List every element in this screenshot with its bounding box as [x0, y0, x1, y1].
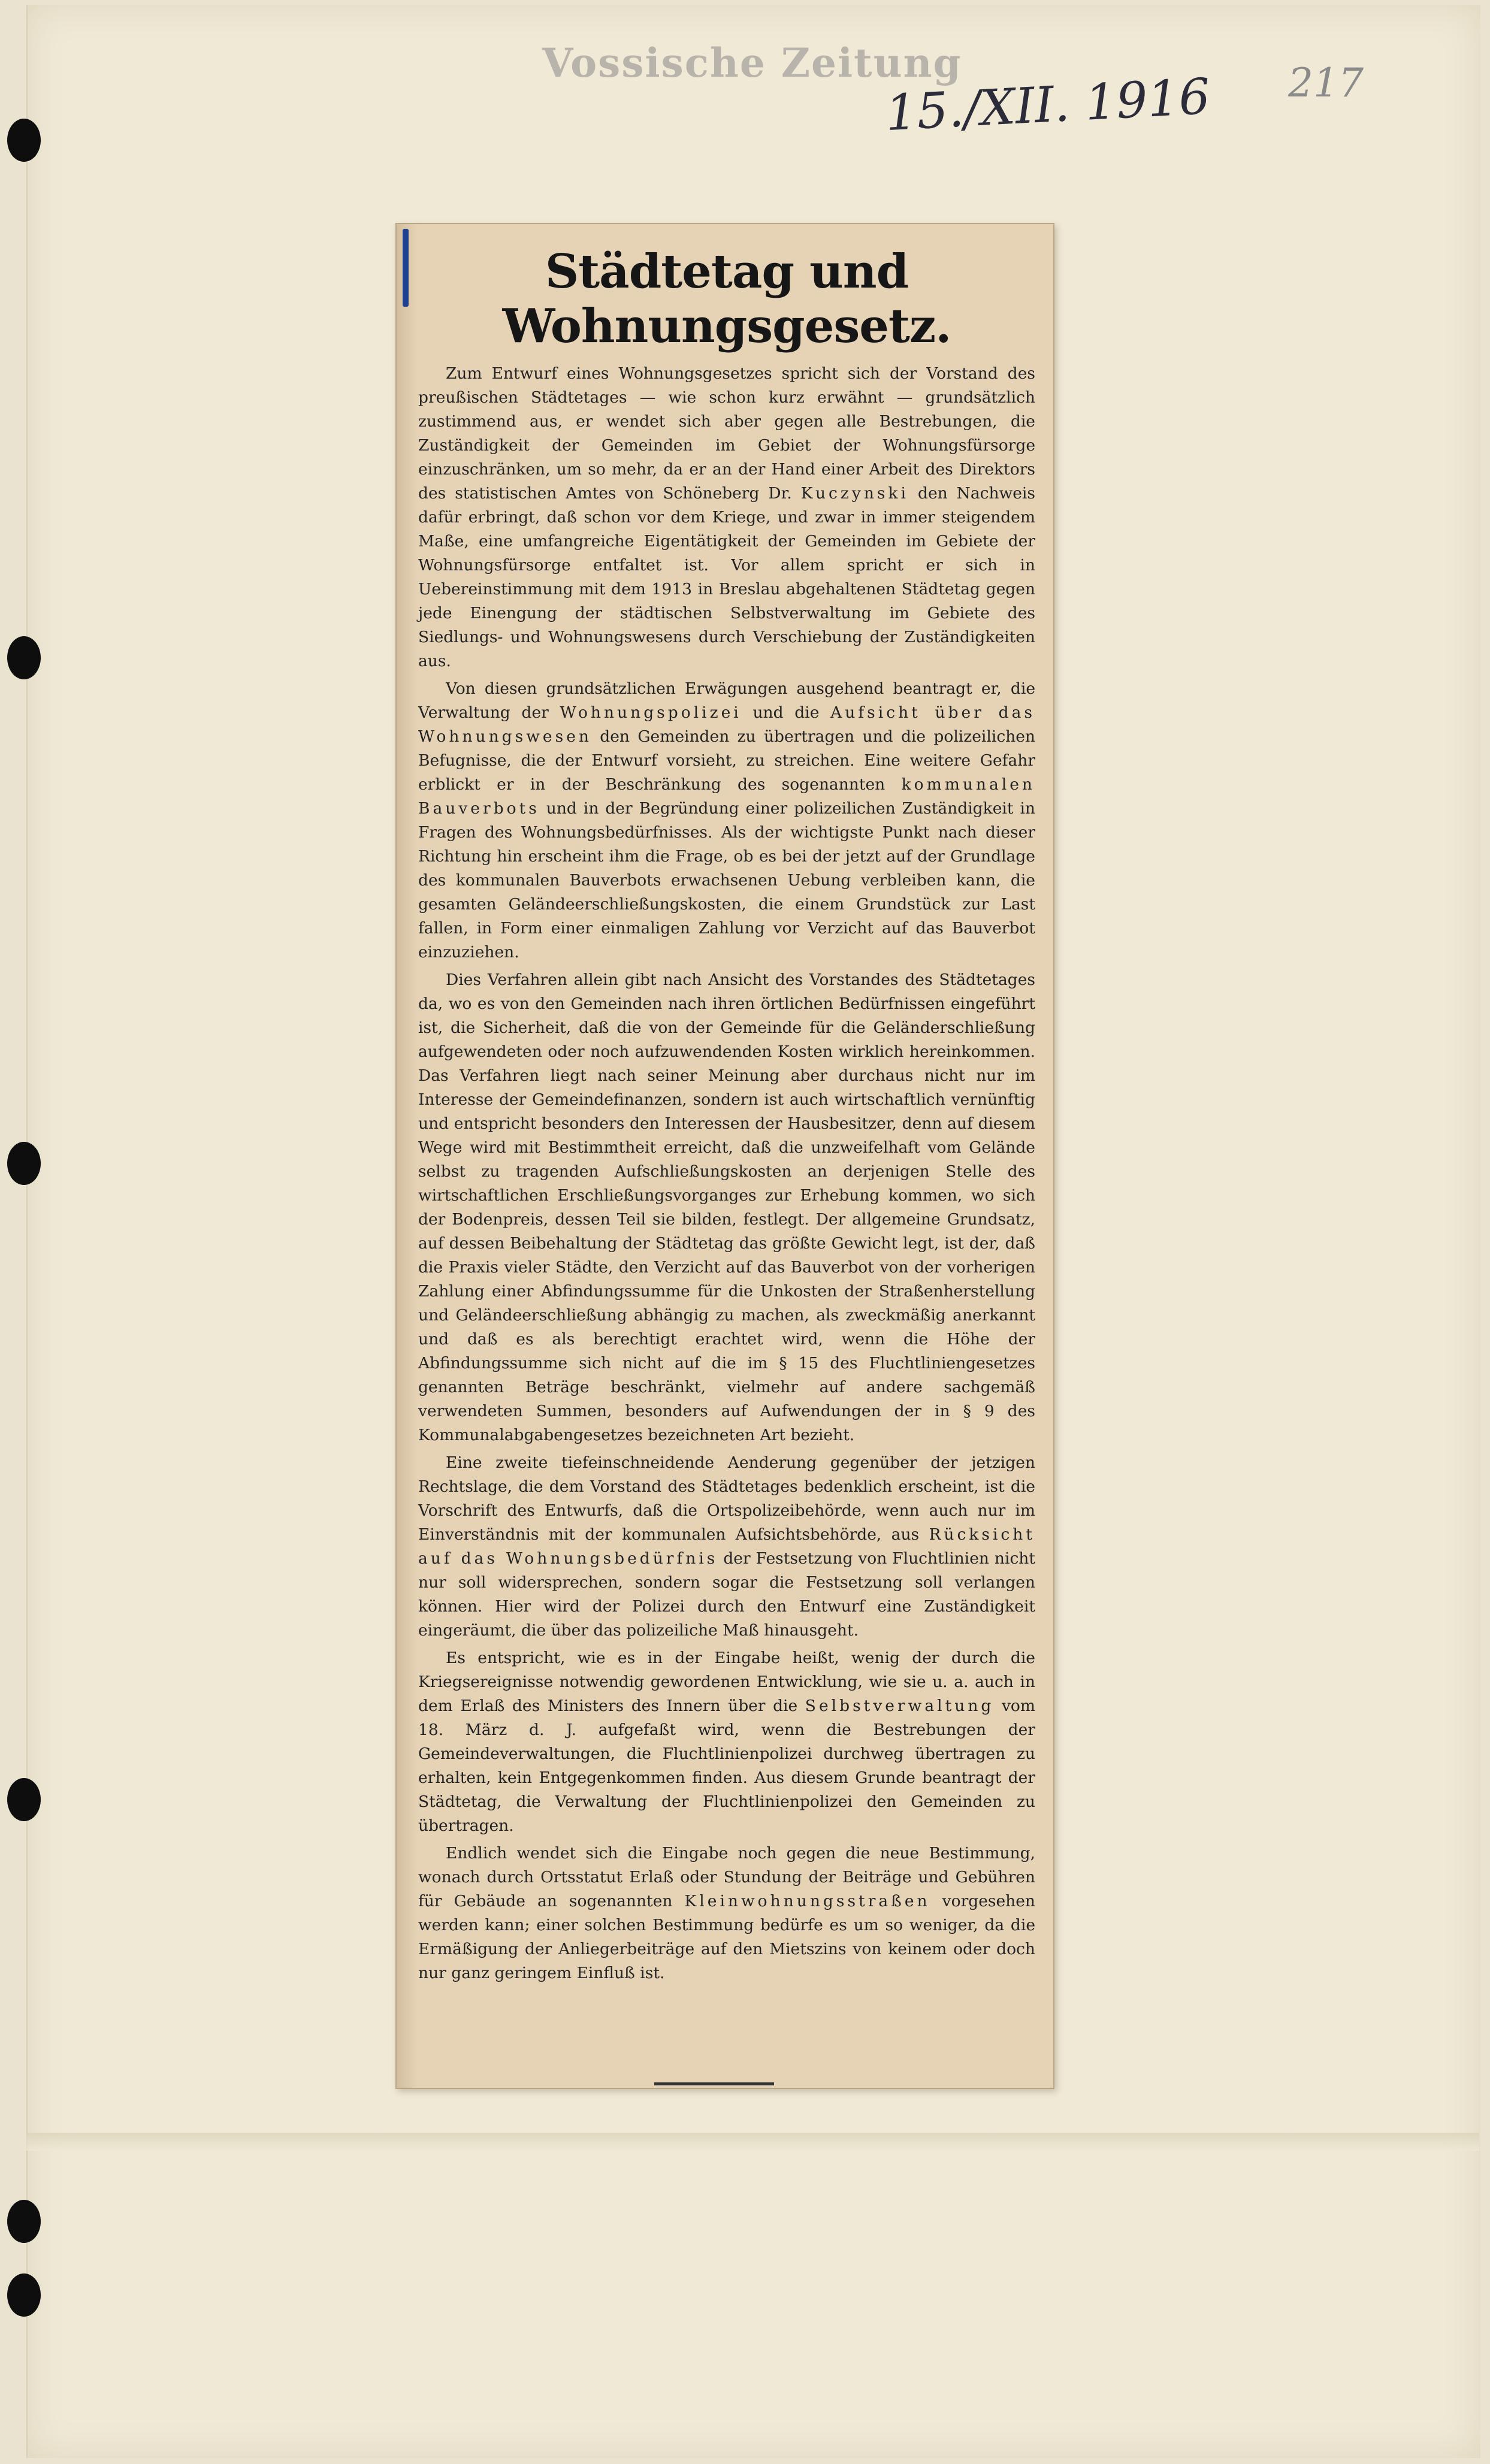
article-paragraph: [418, 362, 1035, 673]
paragraph-text: Zum Entwurf eines Wohnungsgesetzes spricht sich der Vorstand des preußischen Städtetages — wie schon kurz erwähnt — grundsätzlich zustimmend aus, er wendet sich aber gegen alle Bestrebungen, die Zuständigkeit der Gemeinden im Gebiet der Wohnungsfürsorge einzuschränken, um so mehr, da er an der Hand einer Arbeit des Direktors des statistischen Amtes von Schöneberg Dr.: [418, 364, 1035, 503]
punch-hole: [7, 1778, 41, 1821]
emphasized-text: kommunalen Bauverbots: [418, 775, 1035, 818]
newspaper-clipping: [395, 223, 1054, 2089]
paragraph-text: Es entspricht, wie es in der Eingabe heißt, wenig der durch die Kriegsereignisse notwendig gewordenen Entwicklung, wie sie u. a. auch in dem Erlaß des Ministers des Innern über die: [418, 1649, 1035, 1715]
emphasized-text: Aufsicht über das Wohnungswesen: [418, 703, 1035, 746]
paragraph-text: Endlich wendet sich die Eingabe noch gegen die neue Bestimmung, wonach durch Ortsstatut Erlaß oder Stundung der Beiträge und Gebühren für Gebäude an sogenannten: [418, 1844, 1035, 1910]
emphasized-text: Wohnungspolizei: [560, 703, 742, 722]
end-rule: [654, 2082, 774, 2085]
emphasized-text: Rücksicht auf das Wohnungsbedürfnis: [418, 1525, 1035, 1568]
punch-hole: [7, 119, 41, 162]
paragraph-text: vom 18. März d. J. aufgefaßt wird, wenn die Bestrebungen der Gemeindeverwaltungen, die Fluchtlinienpolizei durchweg übertragen zu erhalten, kein Entgegenkommen finden. Aus diesem Grunde beantragt der Städtetag, die Verwaltung der Fluchtlinienpolizei den Gemeinden zu übertragen.: [418, 1697, 1035, 1835]
emphasized-text: Kuczynski: [800, 484, 909, 503]
paragraph-text: Dies Verfahren allein gibt nach Ansicht des Vorstandes des Städtetages da, wo es von den Gemeinden nach ihren örtlichen Bedürfnissen eingeführt ist, die Sicherheit, daß die von der Gemeinde für die Geländerschließung aufgewendeten oder noch aufzuwendenden Kosten wirklich hereinkommen. Das Verfahren liegt nach seiner Meinung aber durchaus nicht nur im Interesse der Gemeindefinanzen, sondern ist auch wirtschaftlich vernünftig und entspricht besonders den Interessen der Hausbesitzer, denn auf diesem Wege wird mit Bestimmtheit erreicht, daß die unzweifelhaft vom Gelände selbst zu tragenden Aufschließungskosten an derjenigen Stelle des wirtschaftlichen Erschließungsvorganges zur Erhebung kommen, wo sich der Bodenpreis, dessen Teil sie bilden, festlegt. Der allgemeine Grundsatz, auf dessen Beibehaltung der Städtetag das größte Gewicht legt, ist der, daß die Praxis vieler Städte, den Verzicht auf das Bauverbot von der vorherigen Zahlung einer Abfindungssumme für die Unkosten der Straßenherstellung und Geländeerschließung abhängig zu machen, als zweckmäßig anerkannt und daß es als berechtigt erachtet wird, wenn die Höhe der Abfindungssumme sich nicht auf die im § 15 des Fluchtliniengesetzes genannten Beträge beschränkt, vielmehr auf andere sachgemäß verwendeten Summen, besonders auf Aufwendungen der in § 9 des Kommunalabgabengesetzes bezeichneten Art bezieht.: [418, 971, 1035, 1444]
paragraph-text: der Festsetzung von Fluchtlinien nicht nur soll widersprechen, sondern sogar die Festsetzung soll verlangen können. Hier wird der Polizei durch den Entwurf eine Zuständigkeit eingeräumt, die über das polizeiliche Maß hinausgeht.: [418, 1549, 1035, 1640]
punch-hole: [7, 636, 41, 679]
article-paragraph: [418, 1451, 1035, 1643]
article-body: [418, 362, 1035, 1985]
paper-fold: [26, 2133, 1479, 2151]
article-paragraph: [418, 968, 1035, 1447]
article-paragraph: [418, 1646, 1035, 1838]
emphasized-text: Selbstverwaltung: [805, 1697, 995, 1715]
paragraph-text: und in der Begründung einer polizeilichen Zuständigkeit in Fragen des Wohnungsbedürfnisses. Als der wichtigste Punkt nach dieser Richtung hin erscheint ihm die Frage, ob es bei der jetzt auf der Grundlage des kommunalen Bauverbots erwachsenen Uebung verbleiben kann, die gesamten Geländeerschließungskosten, die einem Grundstück zur Last fallen, in Form einer einmaligen Zahlung vor Verzicht auf das Bauverbot einzuziehen.: [418, 799, 1035, 962]
punch-hole: [7, 2200, 41, 2243]
paragraph-text: den Nachweis dafür erbringt, daß schon vor dem Kriege, und zwar in immer steigendem Maße, eine umfangreiche Eigentätigkeit der Gemeinden im Gebiete der Wohnungsfürsorge entfaltet ist. Vor allem spricht er sich in Uebereinstimmung mit dem 1913 in Breslau abgehaltenen Städtetag gegen jede Einengung der städtischen Selbstverwaltung im Gebiete des Siedlungs- und Wohnungswesens durch Verschiebung der Zuständigkeiten aus.: [418, 484, 1035, 670]
article-paragraph: [418, 1842, 1035, 1985]
punch-hole: [7, 2273, 41, 2317]
emphasized-text: Kleinwohnungsstraßen: [684, 1892, 930, 1910]
paragraph-text: den Gemeinden zu übertragen und die polizeilichen Befugnisse, die der Entwurf vorsieht, zu streichen. Eine weitere Gefahr erblickt er in der Beschränkung des sogenannten: [418, 727, 1035, 794]
blue-pencil-mark: [403, 229, 409, 307]
punch-hole: [7, 1142, 41, 1185]
folio-number: 217: [1288, 60, 1364, 106]
article-paragraph: [418, 677, 1035, 965]
paragraph-text: Eine zweite tiefeinschneidende Aenderung gegenüber der jetzigen Rechtslage, die dem Vorstand des Städtetages bedenklich erscheint, ist die Vorschrift des Entwurfs, daß die Ortspolizeibehörde, wenn auch nur im Einverständnis mit der kommunalen Aufsichtsbehörde, aus: [418, 1453, 1035, 1544]
paragraph-text: und die: [741, 703, 831, 722]
handwritten-date: 15./XII. 1916: [884, 68, 1212, 143]
paragraph-text: vorgesehen werden kann; einer solchen Bestimmung bedürfe es um so weniger, da die Ermäßigung der Anliegerbeiträge auf den Mietszins von keinem oder doch nur ganz geringem Einfluß ist.: [418, 1892, 1035, 1982]
article-title: Städtetag und Wohnungsgesetz.: [502, 244, 951, 353]
paragraph-text: Von diesen grundsätzlichen Erwägungen ausgehend beantragt er, die Verwaltung der: [418, 679, 1035, 722]
newspaper-stamp: Vossische Zeitung: [542, 40, 962, 86]
